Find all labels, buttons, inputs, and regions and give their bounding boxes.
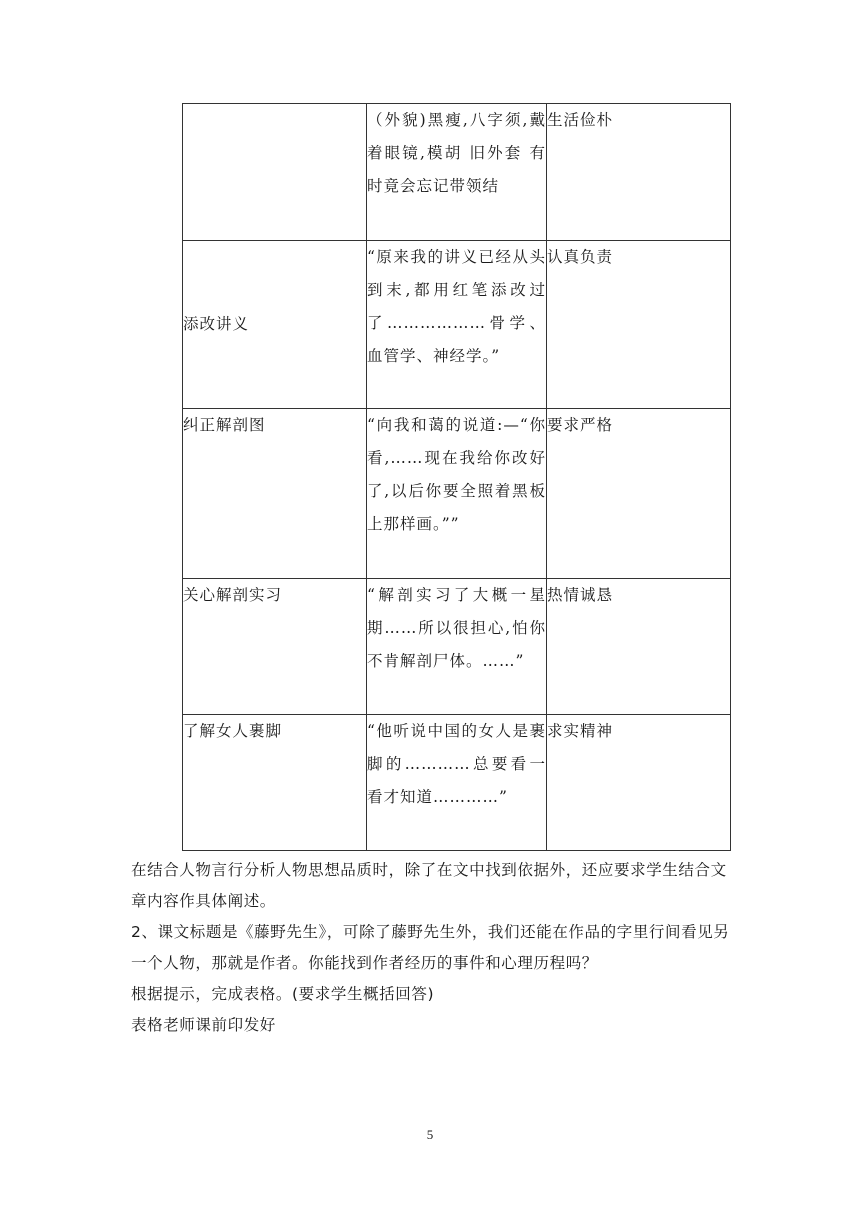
table-row: [183, 579, 731, 715]
trait-cell: 认真负责: [547, 241, 731, 409]
event-cell: 纠正解剖图: [183, 409, 367, 579]
character-analysis-table: [182, 103, 731, 851]
table-row: [183, 241, 731, 409]
paragraph-handout-note: 表格老师课前印发好: [131, 1016, 276, 1034]
paragraph-analysis-note: 在结合人物言行分析人物思想品质时，除了在文中找到依据外，还应要求学生结合文章内容作具体阐述。: [131, 861, 727, 910]
paragraph-instruction: 根据提示，完成表格。(要求学生概括回答): [131, 985, 435, 1003]
trait-cell: 求实精神: [547, 715, 731, 851]
table-row: [183, 104, 731, 241]
quote-cell: “原来我的讲义已经从头到末,都用红笔添改过了………………骨学、血管学、神经学。”: [367, 241, 547, 409]
quote-cell: （外貌)黑瘦,八字须,戴着眼镜,模胡 旧外套 有时竟会忘记带领结: [367, 104, 547, 241]
quote-cell: “向我和蔼的说道:—“你看,……现在我给你改好了,以后你要全照着黑板上那样画。””: [367, 409, 547, 579]
trait-cell: 生活俭朴: [547, 104, 731, 241]
event-cell: 添改讲义: [183, 241, 367, 409]
page-number: 5: [426, 1127, 434, 1142]
quote-cell: “他听说中国的女人是裹脚的…………总要看一看才知道…………”: [367, 715, 547, 851]
table-row: [183, 409, 731, 579]
table-row: [183, 715, 731, 851]
trait-cell: 热情诚恳: [547, 579, 731, 715]
trait-cell: 要求严格: [547, 409, 731, 579]
quote-cell: “解剖实习了大概一星期……所以很担心,怕你不肯解剖尸体。……”: [367, 579, 547, 715]
event-cell: 关心解剖实习: [183, 579, 367, 715]
event-cell: [183, 104, 367, 241]
event-cell: 了解女人裹脚: [183, 715, 367, 851]
paragraph-question-2: 2、课文标题是《藤野先生》，可除了藤野先生外，我们还能在作品的字里行间看见另一个人物，那就是作者。你能找到作者经历的事件和心理历程吗？: [131, 923, 730, 972]
